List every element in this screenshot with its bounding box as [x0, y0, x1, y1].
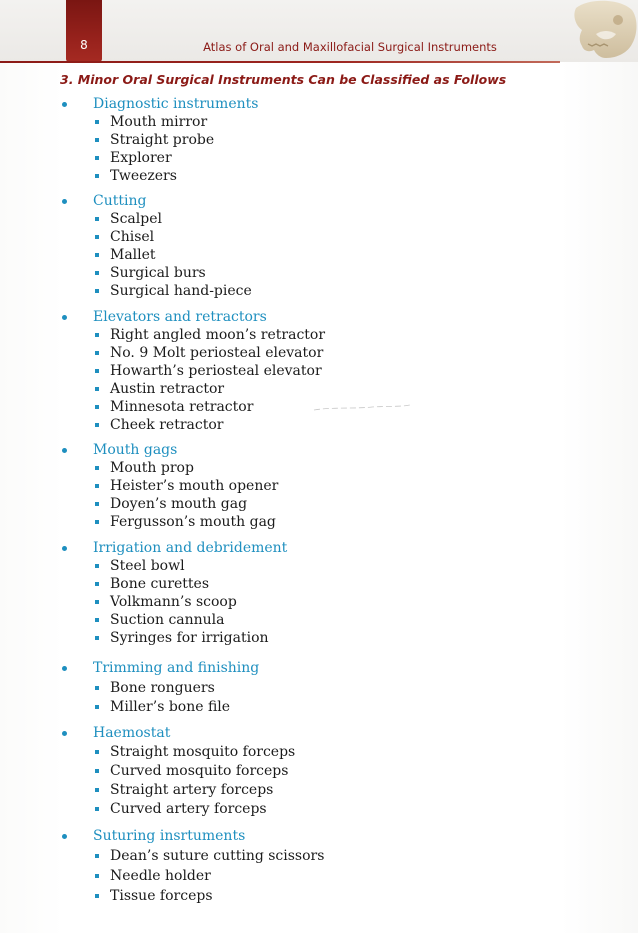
square-bullet-icon: [95, 788, 99, 792]
page-number: 8: [80, 38, 88, 52]
item-label: Mallet: [110, 247, 156, 263]
item-label: Straight mosquito forceps: [110, 744, 296, 760]
category-label: Haemostat: [93, 725, 171, 741]
square-bullet-icon: [95, 138, 99, 142]
square-bullet-icon: [95, 600, 99, 604]
item-label: Surgical hand-piece: [110, 283, 252, 299]
square-bullet-icon: [95, 874, 99, 878]
category-label: Elevators and retractors: [93, 309, 267, 325]
item-label: Volkmann’s scoop: [110, 594, 237, 610]
item-label: Syringes for irrigation: [110, 630, 269, 646]
square-bullet-icon: [95, 466, 99, 470]
category-label: Mouth gags: [93, 442, 178, 458]
item-label: Mouth prop: [110, 460, 194, 476]
item-label: Austin retractor: [110, 381, 225, 397]
running-title: Atlas of Oral and Maxillofacial Surgical Instruments: [203, 40, 497, 54]
square-bullet-icon: [95, 174, 99, 178]
item-label: Miller’s bone file: [110, 699, 231, 715]
square-bullet-icon: [95, 120, 99, 124]
category-bullet-icon: [62, 448, 67, 453]
category-label: Diagnostic instruments: [93, 96, 259, 112]
item-label: Surgical burs: [110, 265, 206, 281]
category-label: Suturing insrtuments: [93, 828, 246, 844]
square-bullet-icon: [95, 235, 99, 239]
item-label: Heister’s mouth opener: [110, 478, 279, 494]
item-label: Chisel: [110, 229, 155, 245]
square-bullet-icon: [95, 854, 99, 858]
square-bullet-icon: [95, 423, 99, 427]
square-bullet-icon: [95, 705, 99, 709]
category-label: Irrigation and debridement: [93, 540, 288, 556]
item-label: Straight artery forceps: [110, 782, 274, 798]
square-bullet-icon: [95, 289, 99, 293]
square-bullet-icon: [95, 484, 99, 488]
item-label: Minnesota retractor: [110, 399, 254, 415]
square-bullet-icon: [95, 636, 99, 640]
square-bullet-icon: [95, 387, 99, 391]
item-label: No. 9 Molt periosteal elevator: [110, 345, 324, 361]
square-bullet-icon: [95, 564, 99, 568]
item-label: Suction cannula: [110, 612, 225, 628]
item-label: Cheek retractor: [110, 417, 224, 433]
show-through-text: [210, 152, 470, 222]
item-label: Tissue forceps: [110, 888, 213, 904]
item-label: Explorer: [110, 150, 172, 166]
category-label: Trimming and finishing: [93, 660, 260, 676]
square-bullet-icon: [95, 156, 99, 160]
item-label: Curved mosquito forceps: [110, 763, 289, 779]
category-bullet-icon: [62, 546, 67, 551]
category-bullet-icon: [62, 102, 67, 107]
item-label: Right angled moon’s retractor: [110, 327, 326, 343]
item-label: Dean’s suture cutting scissors: [110, 848, 325, 864]
square-bullet-icon: [95, 520, 99, 524]
category-bullet-icon: [62, 731, 67, 736]
item-label: Howarth’s periosteal elevator: [110, 363, 322, 379]
section-heading: 3. Minor Oral Surgical Instruments Can be Classified as Follows: [60, 72, 507, 87]
square-bullet-icon: [95, 333, 99, 337]
page-number-tab: [66, 0, 102, 62]
item-label: Fergusson’s mouth gag: [110, 514, 276, 530]
square-bullet-icon: [95, 686, 99, 690]
skull-jaw-icon: [566, 0, 638, 62]
page-smudge: [312, 404, 412, 412]
square-bullet-icon: [95, 769, 99, 773]
item-label: Scalpel: [110, 211, 162, 227]
item-label: Steel bowl: [110, 558, 185, 574]
item-label: Tweezers: [110, 168, 177, 184]
item-label: Straight probe: [110, 132, 215, 148]
category-bullet-icon: [62, 199, 67, 204]
category-label: Cutting: [93, 193, 147, 209]
square-bullet-icon: [95, 618, 99, 622]
square-bullet-icon: [95, 894, 99, 898]
square-bullet-icon: [95, 502, 99, 506]
square-bullet-icon: [95, 217, 99, 221]
item-label: Mouth mirror: [110, 114, 208, 130]
square-bullet-icon: [95, 369, 99, 373]
header-rule: [0, 61, 560, 63]
square-bullet-icon: [95, 351, 99, 355]
category-bullet-icon: [62, 834, 67, 839]
item-label: Bone curettes: [110, 576, 210, 592]
square-bullet-icon: [95, 582, 99, 586]
item-label: Curved artery forceps: [110, 801, 267, 817]
square-bullet-icon: [95, 405, 99, 409]
square-bullet-icon: [95, 271, 99, 275]
item-label: Bone ronguers: [110, 680, 215, 696]
item-label: Needle holder: [110, 868, 211, 884]
square-bullet-icon: [95, 807, 99, 811]
category-bullet-icon: [62, 315, 67, 320]
square-bullet-icon: [95, 750, 99, 754]
square-bullet-icon: [95, 253, 99, 257]
item-label: Doyen’s mouth gag: [110, 496, 248, 512]
category-bullet-icon: [62, 666, 67, 671]
